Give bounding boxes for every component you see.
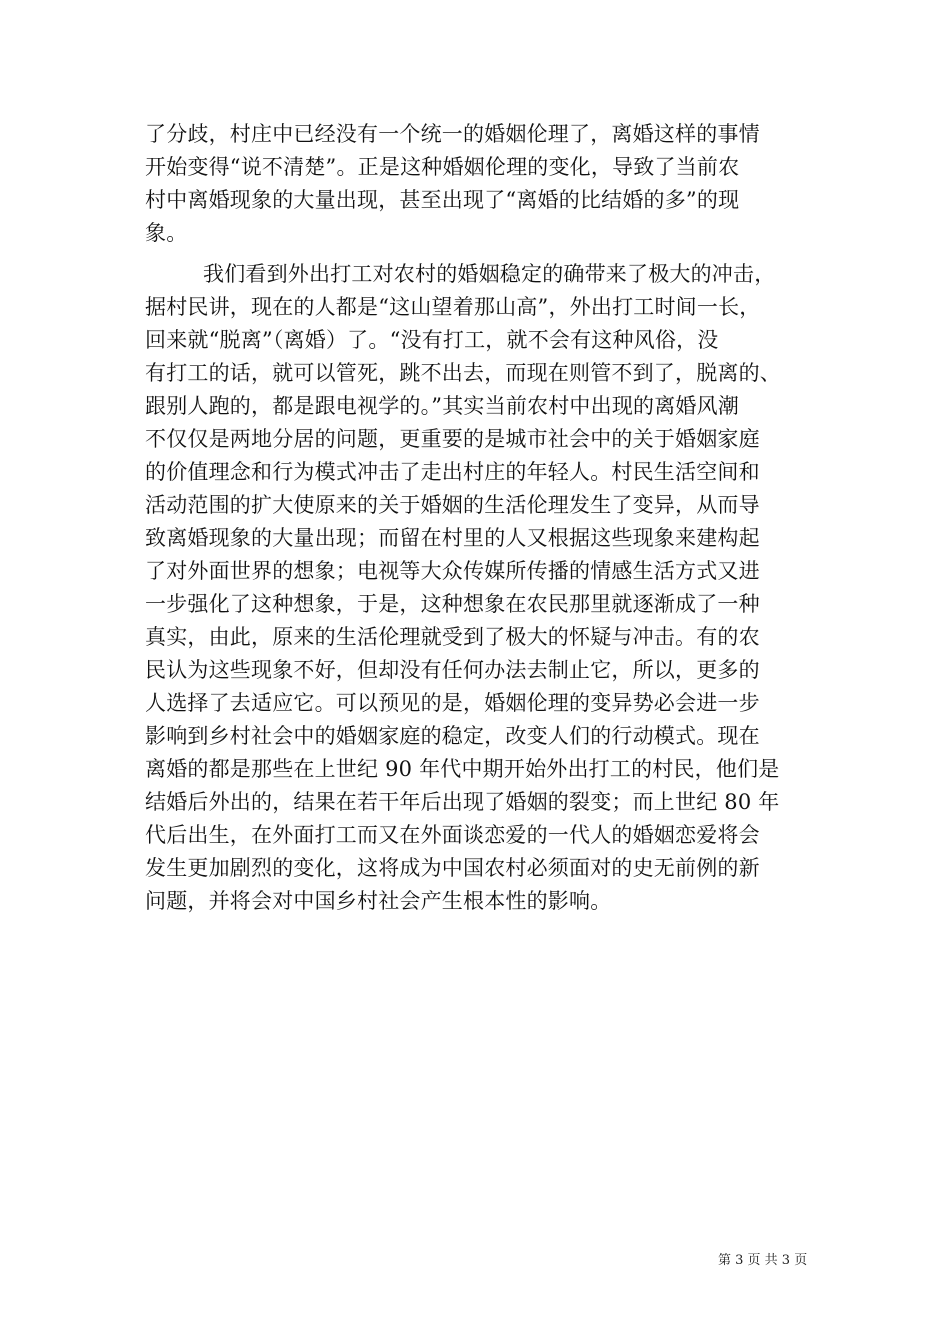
text-line: 发生更加剧烈的变化，这将成为中国农村必须面对的史无前例的新: [145, 856, 760, 880]
text-line: 回来就“脱离”（离婚）了。“没有打工，就不会有这种风俗，没: [145, 328, 719, 352]
text-line: 不仅仅是两地分居的问题，更重要的是城市社会中的关于婚姻家庭: [145, 427, 760, 451]
text-line: 据村民讲，现在的人都是“这山望着那山高”，外出打工时间一长，: [145, 295, 761, 319]
page-number-footer: 第 3 页 共 3 页: [718, 1253, 808, 1268]
text-line: 活动范围的扩大使原来的关于婚姻的生活伦理发生了变异，从而导: [145, 493, 760, 517]
text-line: 我们看到外出打工对农村的婚姻稳定的确带来了极大的冲击，: [203, 262, 776, 286]
text-line: 离婚的都是那些在上世纪 90 年代中期开始外出打工的村民，他们是: [145, 757, 780, 781]
text-line: 结婚后外出的，结果在若干年后出现了婚姻的裂变；而上世纪 80 年: [145, 790, 780, 814]
paragraph-1: [145, 118, 815, 250]
text-line: 了分歧，村庄中已经没有一个统一的婚姻伦理了，离婚这样的事情: [145, 122, 760, 146]
text-line: 代后出生，在外面打工而又在外面谈恋爱的一代人的婚姻恋爱将会: [145, 823, 760, 847]
text-line: 人选择了去适应它。可以预见的是，婚姻伦理的变异势必会进一步: [145, 691, 760, 715]
text-line: 象。: [145, 221, 188, 245]
paragraph-spacer: [145, 250, 815, 258]
text-line: 致离婚现象的大量出现；而留在村里的人又根据这些现象来建构起: [145, 526, 760, 550]
text-line: 民认为这些现象不好，但却没有任何办法去制止它，所以，更多的: [145, 658, 760, 682]
text-line: 跟别人跑的，都是跟电视学的。”其实当前农村中出现的离婚风潮: [145, 394, 740, 418]
text-line: 真实，由此，原来的生活伦理就受到了极大的怀疑与冲击。有的农: [145, 625, 760, 649]
document-body: [145, 118, 815, 918]
text-line: 的价值理念和行为模式冲击了走出村庄的年轻人。村民生活空间和: [145, 460, 760, 484]
text-line: 影响到乡村社会中的婚姻家庭的稳定，改变人们的行动模式。现在: [145, 724, 760, 748]
text-line: 村中离婚现象的大量出现，甚至出现了“离婚的比结婚的多”的现: [145, 188, 740, 212]
text-line: 一步强化了这种想象，于是，这种想象在农民那里就逐渐成了一种: [145, 592, 760, 616]
text-line: 有打工的话，就可以管死，跳不出去，而现在则管不到了，脱离的、: [145, 361, 781, 385]
text-line: 开始变得“说不清楚”。正是这种婚姻伦理的变化，导致了当前农: [145, 155, 740, 179]
text-line: 问题，并将会对中国乡村社会产生根本性的影响。: [145, 889, 612, 913]
text-line: 了对外面世界的想象；电视等大众传媒所传播的情感生活方式又进: [145, 559, 760, 583]
paragraph-2: [145, 258, 815, 918]
